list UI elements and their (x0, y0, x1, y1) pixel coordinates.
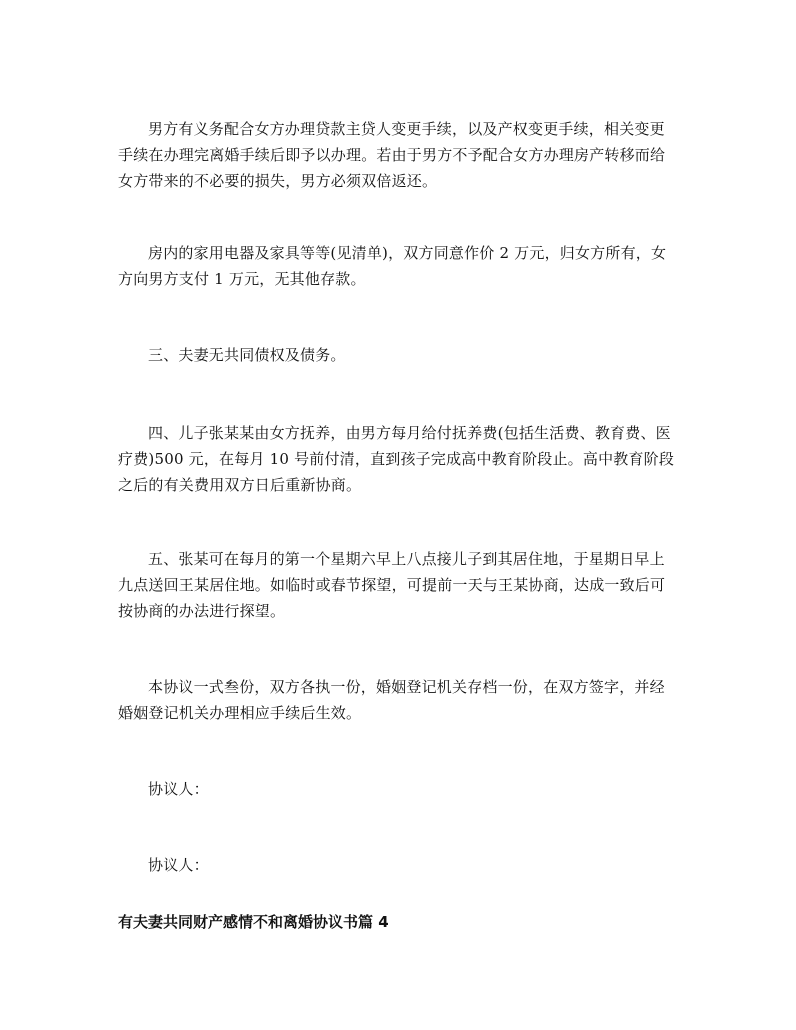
paragraph-copies: 本协议一式叁份，双方各执一份，婚姻登记机关存档一份，在双方签字，并经婚姻登记机关办理相应手续后生效。 (118, 678, 665, 722)
paragraph-no-debts: 三、夫妻无共同债权及债务。 (148, 346, 346, 364)
paragraph-visitation: 五、张某可在每月的第一个星期六早上八点接儿子到其居住地，于星期日早上九点送回王某居住地。如临时或春节探望，可提前一天与王某协商，达成一致后可按协商的办法进行探望。 (118, 550, 666, 620)
paragraph-child-support: 四、儿子张某某由女方抚养，由男方每月给付抚养费(包括生活费、教育费、医疗费)500 元，在每月 10 号前付清，直到孩子完成高中教育阶段止。高中教育阶段之后的有关费用双方日后重新协商。 (118, 424, 675, 494)
section-heading: 有夫妻共同财产感情不和离婚协议书篇 4 (118, 913, 389, 931)
signature-line-2: 协议人： (148, 856, 209, 874)
signature-line-1: 协议人： (148, 780, 209, 798)
paragraph-furniture: 房内的家用电器及家具等等(见清单)，双方同意作价 2 万元，归女方所有，女方向男方支付 1 万元，无其他存款。 (118, 244, 667, 288)
paragraph-loan-transfer: 男方有义务配合女方办理贷款主贷人变更手续，以及产权变更手续，相关变更手续在办理完离婚手续后即予以办理。若由于男方不予配合女方办理房产转移而给女方带来的不必要的损失，男方必须双倍返还。 (118, 120, 666, 190)
